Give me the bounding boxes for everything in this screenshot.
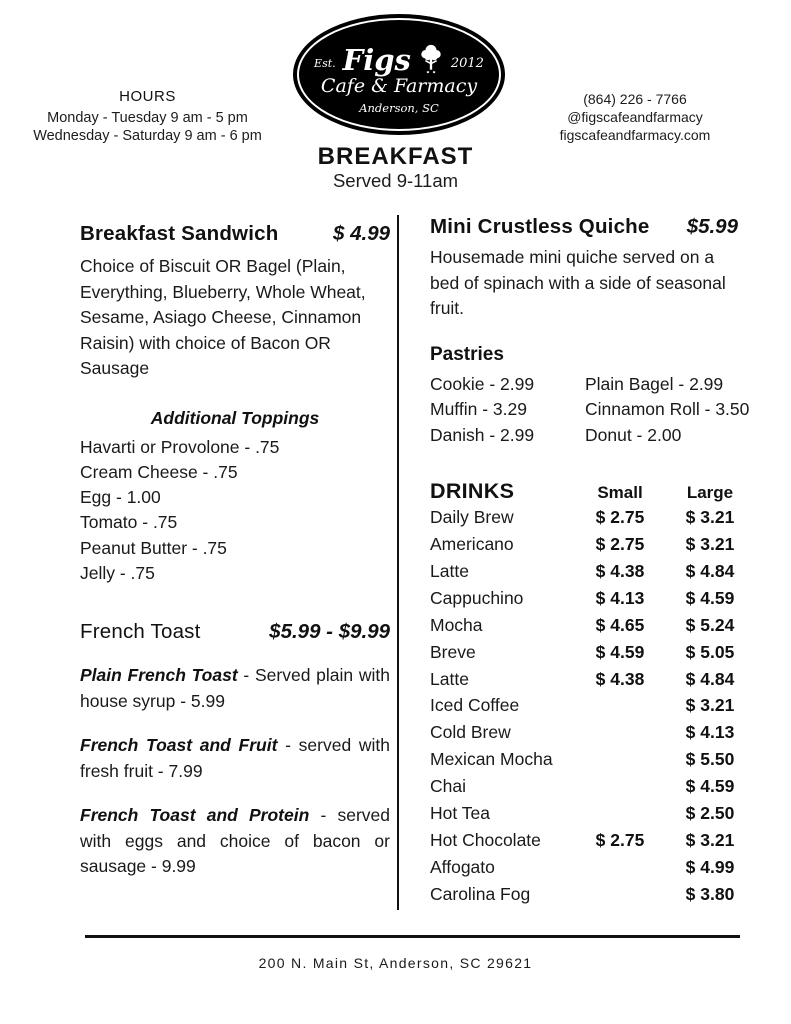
drink-name: Affogato [430,856,495,877]
drink-large-price: $ 5.05 [685,641,735,662]
hours-line: Monday - Tuesday 9 am - 5 pm [47,110,248,126]
hours-line: Wednesday - Saturday 9 am - 6 pm [33,128,262,144]
drinks-small-column-header: Small [597,482,643,502]
drink-row [430,693,755,718]
drink-row [430,586,755,611]
drink-row [430,855,755,880]
drink-small-price: $ 2.75 [595,507,645,528]
drinks-section [430,479,755,908]
breakfast-sandwich-header [80,222,390,246]
drink-small-price: $ 4.38 [595,668,645,689]
french-toast-item-description: - served with eggs and choice of bacon or sausage - 9.99 [80,805,390,877]
pastries-title: Pastries [430,343,504,365]
drink-name: Cappuchino [430,587,524,608]
breakfast-sandwich-title: Breakfast Sandwich [80,222,279,245]
topping-item: Peanut Butter - .75 [80,537,227,558]
menu-title: BREAKFAST [317,143,474,170]
drink-name: Latte [430,668,469,689]
drink-small-price: $ 4.38 [595,560,645,581]
quiche-header [430,215,738,239]
drink-large-price: $ 4.99 [685,856,735,877]
logo-year: 2012 [450,56,484,71]
drink-row [430,532,755,557]
topping-item: Havarti or Provolone - .75 [80,436,280,457]
drink-row [430,801,755,826]
drink-large-price: $ 3.21 [685,695,735,716]
drink-large-price: $ 5.50 [685,749,735,770]
french-toast-item [80,803,390,880]
additional-toppings-section [80,408,390,587]
drink-name: Hot Tea [430,803,490,824]
drink-row [430,667,755,692]
footer-divider [85,935,740,938]
drinks-large-column-header: Large [686,482,734,502]
logo [293,14,505,135]
topping-item: Egg - 1.00 [80,487,161,508]
drink-name: Hot Chocolate [430,829,541,850]
drink-name: Mexican Mocha [430,749,553,770]
topping-item: Cream Cheese - .75 [80,461,238,482]
pastry-item: Donut - 2.00 [585,424,682,445]
breakfast-sandwich-description: Choice of Biscuit OR Bagel (Plain, Everything, Blueberry, Whole Wheat, Sesame, Asiago Cheese, Cinnamon Raisin) with choice of Bacon OR Sausage [80,256,366,378]
logo-subtitle: Cafe & Farmacy [320,74,478,97]
drink-row [430,882,755,907]
logo-name: Figs [342,42,411,77]
french-toast-item-description: - served with fresh fruit - 7.99 [80,735,390,781]
drink-row [430,559,755,584]
drink-small-price: $ 2.75 [595,534,645,555]
drink-name: Iced Coffee [430,695,520,716]
breakfast-sandwich-price: $ 4.99 [333,222,390,245]
logo-location: Anderson, SC [359,100,439,115]
quiche-description: Housemade mini quiche served on a bed of spinach with a side of seasonal fruit. [430,247,726,318]
drink-large-price: $ 2.50 [685,803,735,824]
topping-item: Jelly - .75 [80,562,155,583]
drink-large-price: $ 3.21 [685,534,735,555]
drink-row [430,613,755,638]
drink-name: Carolina Fog [430,883,531,904]
topping-item: Tomato - .75 [80,512,178,533]
drink-row [430,828,755,853]
french-toast-price: $5.99 - $9.99 [269,620,390,644]
french-toast-title: French Toast [80,620,201,644]
contact-website: figscafeandfarmacy.com [559,127,711,143]
quiche-title: Mini Crustless Quiche [430,215,650,238]
menu-subtitle: Served 9-11am [332,170,459,191]
drink-row [430,774,755,799]
drink-name: Breve [430,641,476,662]
pastry-item: Cookie - 2.99 [430,373,535,394]
drink-row [430,720,755,745]
drink-row [430,640,755,665]
drink-small-price: $ 2.75 [595,829,645,850]
french-toast-item [80,663,390,714]
drink-small-price: $ 4.65 [595,614,645,635]
drink-large-price: $ 4.84 [685,668,735,689]
pastries-section [430,344,755,449]
tree-icon [418,43,444,75]
pastry-item: Muffin - 3.29 [430,399,527,420]
right-column [430,215,755,907]
french-toast-item-name: French Toast and Fruit [80,735,278,756]
contact-instagram: @figscafeandfarmacy [567,109,703,125]
drink-large-price: $ 4.59 [685,587,735,608]
drink-large-price: $ 4.59 [685,776,735,797]
drink-large-price: $ 5.24 [685,614,735,635]
french-toast-item-name: Plain French Toast [80,665,238,686]
drinks-title: DRINKS [430,478,515,503]
drink-large-price: $ 3.21 [685,507,735,528]
logo-est: Est. [314,57,336,70]
french-toast-item-name: French Toast and Protein [80,805,310,826]
pastry-item: Cinnamon Roll - 3.50 [585,399,750,420]
drink-large-price: $ 3.80 [685,883,735,904]
additional-toppings-title: Additional Toppings [150,407,320,428]
left-column [80,222,390,880]
drinks-header [430,479,755,504]
drink-name: Daily Brew [430,507,514,528]
drink-name: Mocha [430,614,483,635]
drink-name: Latte [430,560,469,581]
footer-address: 200 N. Main St, Anderson, SC 29621 [258,955,533,971]
logo-row [314,43,484,77]
drink-row [430,747,755,772]
french-toast-item-description: - Served plain with house syrup - 5.99 [80,665,390,711]
drink-large-price: $ 4.84 [685,560,735,581]
hours-block [15,88,280,145]
pastries-list [430,372,755,449]
french-toast-header [80,620,390,644]
drink-row [430,505,755,530]
contact-phone: (864) 226 - 7766 [583,91,687,107]
contact-block [520,90,750,144]
column-divider [397,215,399,910]
quiche-price: $5.99 [686,215,738,238]
pastry-item: Plain Bagel - 2.99 [585,373,724,394]
drink-small-price: $ 4.59 [595,641,645,662]
drink-small-price: $ 4.13 [595,587,645,608]
drink-name: Chai [430,776,466,797]
additional-toppings-list [80,435,390,587]
drink-name: Americano [430,534,514,555]
drink-large-price: $ 3.21 [685,829,735,850]
drink-name: Cold Brew [430,722,511,743]
hours-title: HOURS [119,88,176,105]
pastry-item: Danish - 2.99 [430,424,535,445]
french-toast-section [80,620,390,880]
drink-large-price: $ 4.13 [685,722,735,743]
french-toast-item [80,733,390,784]
